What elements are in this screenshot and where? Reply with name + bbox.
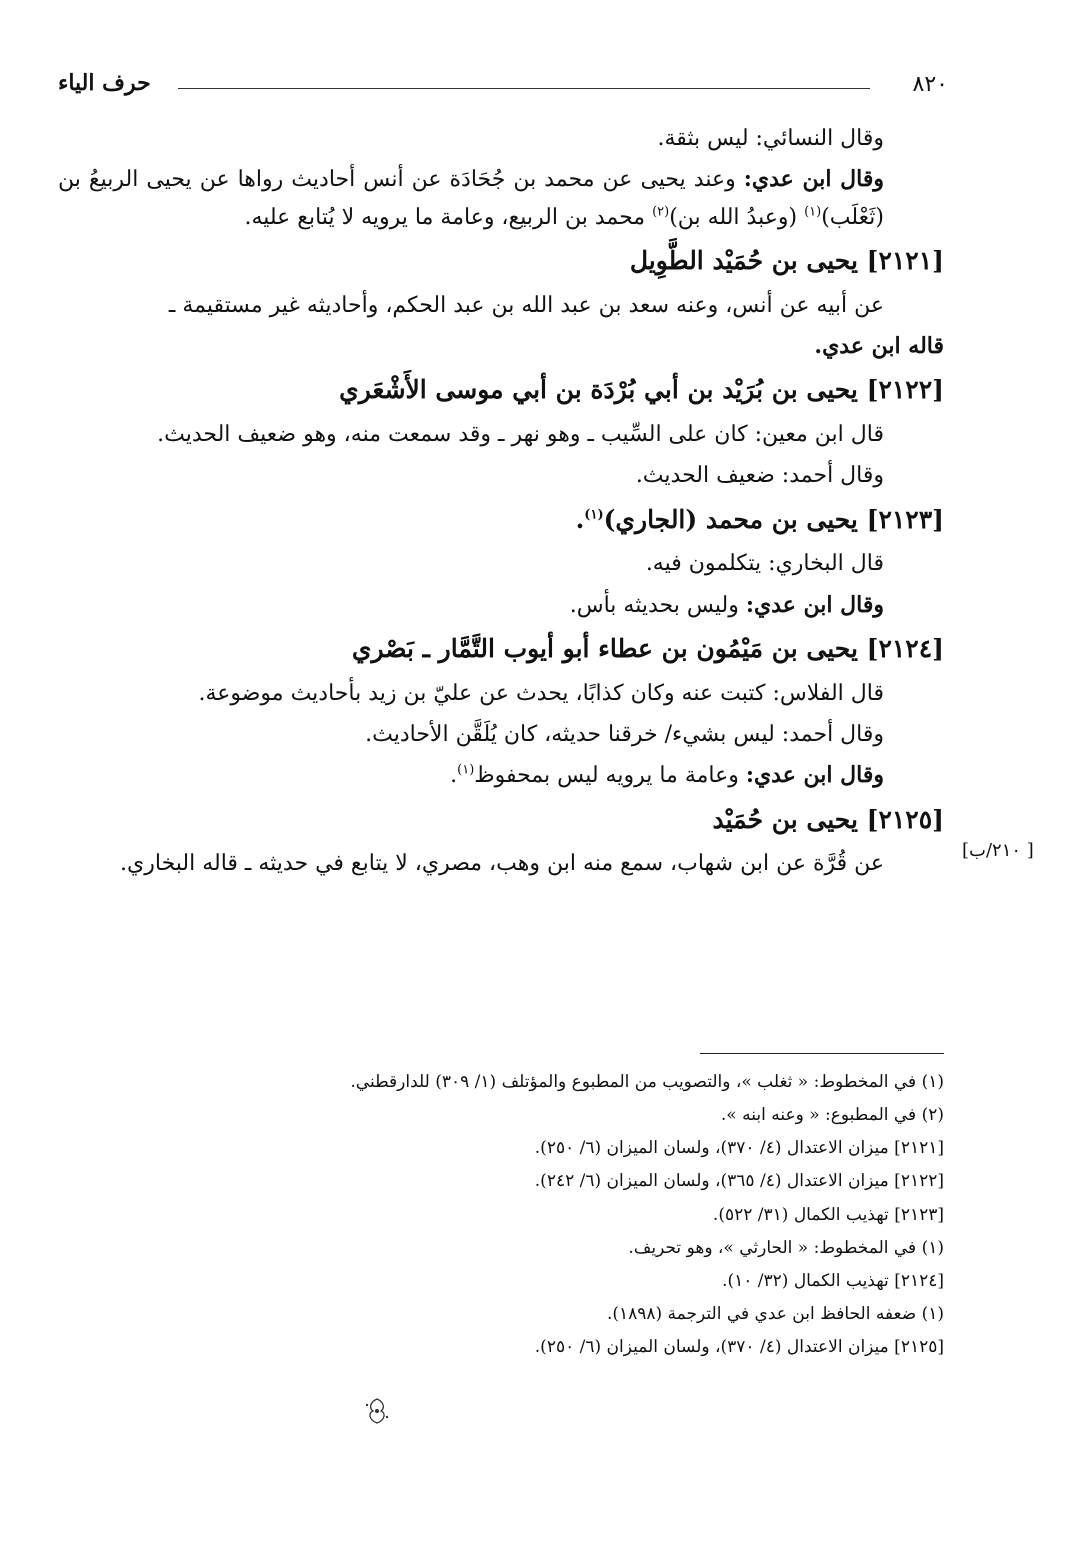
text-line: وقال أحمد: ليس بشيء/ خرقنا حديثه، كان يُلَقَّن الأحاديث. <box>365 721 884 747</box>
entry-heading-2125: [٢١٢٥] يحيى بن حُمَيْد <box>712 804 944 834</box>
chapter-title: حرف الياء <box>58 70 151 96</box>
paragraph: عن أبيه عن أنس، وعنه سعد بن عبد الله بن عبد الحكم، وأحاديثه غير مستقيمة ـ <box>168 292 884 318</box>
text-line: وقال أحمد: ضعيف الحديث. <box>635 463 884 489</box>
footnote: (٢) في المطبوع: « وعنه ابنه ». <box>720 1105 944 1126</box>
text-line: قال الفلاس: كتبت عنه وكان كذابًا، يحدث عن عليّ بن زيد بأحاديث موضوعة. <box>198 680 884 706</box>
footnote-ref: (١) <box>584 507 604 523</box>
text-run: وعند يحيى عن محمد بن جُحَادَة عن أنس أحاديث رواها عن يحيى الربيعُ بن (ثَعْلَب) <box>58 167 884 230</box>
footnote: [٢١٢٤] تهذيب الكمال (٣٢/ ١٠). <box>722 1270 944 1291</box>
ornament-icon <box>360 1396 394 1426</box>
footnote-ref: (١) <box>804 204 822 220</box>
text-line: وقال النسائي: ليس بثقة. <box>657 126 884 151</box>
footnote: [٢١٢٥] ميزان الاعتدال (٤/ ٣٧٠)، ولسان الميزان (٦/ ٢٥٠). <box>534 1337 944 1358</box>
entry-heading-2121: [٢١٢١] يحيى بن حُمَيْد الطَّوِيل <box>629 246 944 276</box>
speaker-label: وقال ابن عدي: <box>745 591 884 618</box>
page-number: ٨٢٠ <box>912 72 948 97</box>
footnote-ref: (٢) <box>652 204 670 220</box>
paragraph <box>58 161 944 236</box>
text-run: . <box>450 763 458 789</box>
footnote-separator <box>700 1053 944 1054</box>
text-line <box>58 587 944 624</box>
text-line: قال ابن معين: كان على السِّيب ـ وهو نهر ـ وقد سمعت منه، وهو ضعيف الحديث. <box>157 421 884 447</box>
entry-title-text: [٢١٢٣] يحيى بن محمد (الجاري) <box>603 504 944 534</box>
footnote: (١) ضعفه الحافظ ابن عدي في الترجمة (١٨٩٨). <box>606 1303 944 1324</box>
footnote: [٢١٢١] ميزان الاعتدال (٤/ ٣٧٠)، ولسان الميزان (٦/ ٢٥٠). <box>534 1138 944 1159</box>
page-header <box>58 70 948 110</box>
text-line <box>58 757 944 794</box>
footnote: [٢١٢٣] تهذيب الكمال (٣١/ ٥٢٢). <box>712 1204 944 1225</box>
text-run: . <box>575 504 585 534</box>
footnotes <box>58 1066 944 1364</box>
text-run: وعامة ما يرويه ليس بمحفوظ <box>474 763 746 789</box>
text-run: وليس بحديثه بأس. <box>569 592 746 618</box>
entry-heading-2123 <box>58 499 944 542</box>
footnote: (١) في المخطوط: « الحارثي »، وهو تحريف. <box>628 1237 944 1258</box>
footnote: [٢١٢٢] ميزان الاعتدال (٤/ ٣٦٥)، ولسان الميزان (٦/ ٢٤٢). <box>534 1171 944 1192</box>
margin-folio-note: [ ٢١٠/ب] <box>962 840 1034 861</box>
main-text <box>58 120 944 887</box>
text-line: قال البخاري: يتكلمون فيه. <box>645 551 884 577</box>
footnote-ref: (١) <box>457 762 475 778</box>
text-run: محمد بن الربيع، وعامة ما يرويه لا يُتابع عليه. <box>244 204 653 230</box>
header-rule <box>178 88 870 89</box>
footnote: (١) في المخطوط: « ثغلب »، والتصويب من المطبوع والمؤتلف (١/ ٣٠٩) للدارقطني. <box>350 1072 944 1092</box>
text-run: (وعبدُ الله بن) <box>669 204 805 230</box>
entry-heading-2122: [٢١٢٢] يحيى بن بُرَيْد بن أبي بُرْدَة بن أبي موسى الأَشْعَري <box>339 375 944 405</box>
speaker-label: وقال ابن عدي: <box>745 762 884 789</box>
speaker-label: وقال ابن عدي: <box>743 166 884 193</box>
paragraph: عن قُرَّة عن ابن شهاب، سمع منه ابن وهب، مصري، لا يتابع في حديثه ـ قاله البخاري. <box>120 851 884 877</box>
text-line: قاله ابن عدي. <box>814 333 944 360</box>
entry-heading-2124: [٢١٢٤] يحيى بن مَيْمُون بن عطاء أبو أيوب التَّمَّار ـ بَصْري <box>351 634 944 664</box>
